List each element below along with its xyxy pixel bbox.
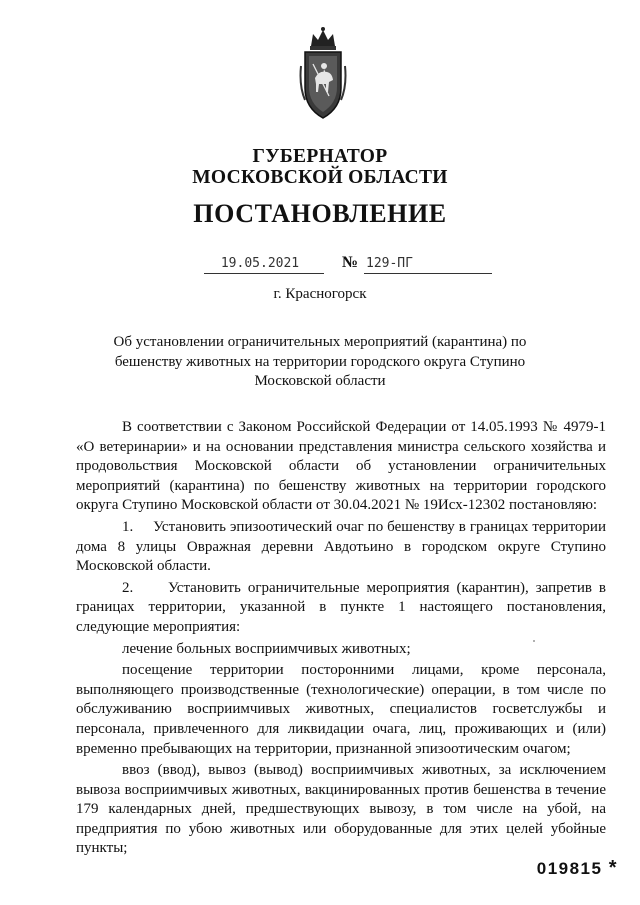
authority-title-line2: МОСКОВСКОЙ ОБЛАСТИ bbox=[192, 167, 448, 188]
serial-number bbox=[537, 857, 618, 880]
serial-number-value: 019815 bbox=[536, 859, 603, 878]
serial-star-mark: * bbox=[608, 857, 618, 879]
date-underline bbox=[204, 273, 324, 274]
document-subject: Об установлении ограничительных мероприятий (карантина) по бешенству животных на территории городского округа Ступино Московской области bbox=[113, 334, 527, 390]
preamble-paragraph: В соответствии с Законом Российской Федерации от 14.05.1993 № 4979-1 «О ветеринарии» и на основании представления министра сельского хозяйства и продовольствия Московской области об установлении ограничительных мероприятий (карантина) по бешенству животных на территории городского округа Ступино Московской области от 30.04.2021 № 19Исх-12302 постановляю: bbox=[76, 419, 606, 514]
measure-1-paragraph: лечение больных восприимчивых животных; bbox=[122, 640, 411, 657]
item-1-paragraph: 1. Установить эпизоотический очаг по бешенству в границах территории дома 8 улицы Овражная деревни Авдотьино в городском округе Ступино Московской области. bbox=[76, 518, 606, 575]
number-underline bbox=[364, 273, 492, 274]
document-body bbox=[76, 418, 606, 859]
moscow-region-coat-of-arms-icon bbox=[299, 26, 347, 124]
issue-city: г. Красногорск bbox=[273, 286, 367, 302]
scan-speck bbox=[533, 640, 535, 642]
document-date: 19.05.2021 bbox=[220, 256, 300, 271]
measure-2-paragraph: посещение территории посторонними лицами, кроме персонала, выполняющего производственные (технологические) операции, в том числе по обслуживанию восприимчивых животных, специалистов госветслужбы и персонала, привлеченного для ликвидации очага, лиц, проживающих и (или) временно пребывающих на территории, признанной эпизоотическим очагом; bbox=[76, 662, 606, 757]
measure-3-paragraph: ввоз (ввод), вывоз (вывод) восприимчивых животных, за исключением вывоза восприимчивых животных, вакцинированных против бешенства в течение 179 календарных дней, предшествующих вывозу, в том числе на убой, на предприятия по убою животных или оборудованные для этих целей убойные пункты; bbox=[76, 762, 606, 857]
authority-title-line1: ГУБЕРНАТОР bbox=[252, 146, 388, 167]
number-sign: № bbox=[342, 254, 359, 271]
item-2-paragraph: 2. Установить ограничительные мероприятия (карантин), запретив в границах территории, указанной в пункте 1 настоящего постановления, следующие мероприятия: bbox=[76, 579, 606, 635]
document-number: 129-ПГ bbox=[366, 256, 413, 271]
document-type-title: ПОСТАНОВЛЕНИЕ bbox=[193, 199, 447, 228]
